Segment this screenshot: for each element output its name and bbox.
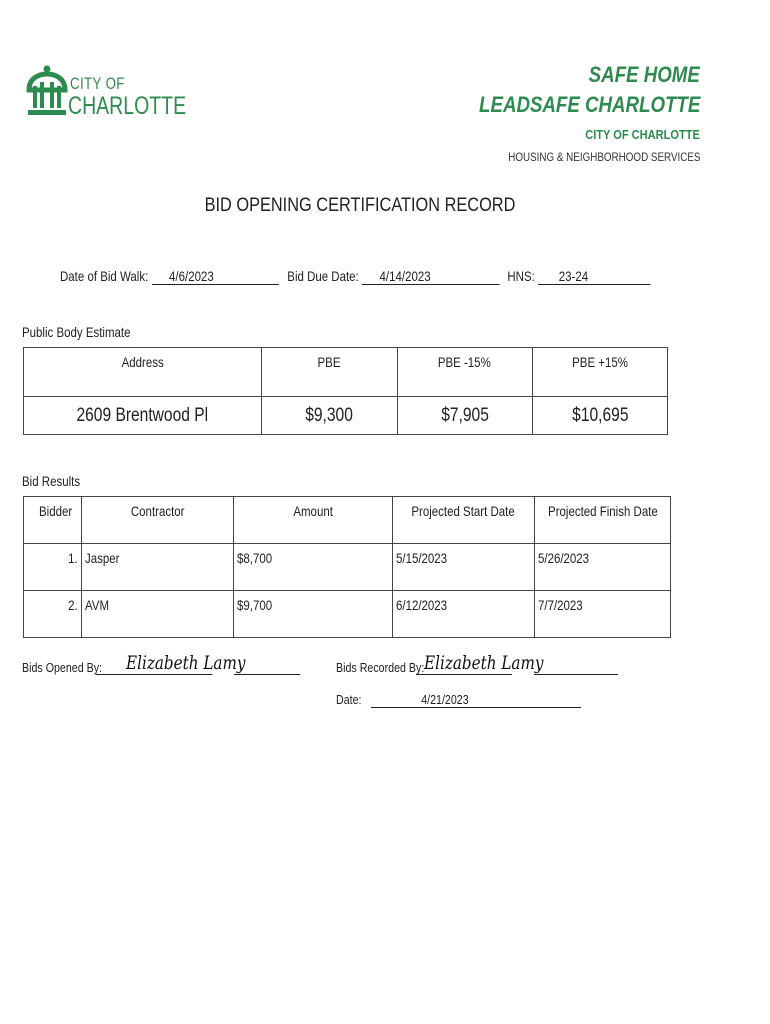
bids-recorded-label: Bids Recorded By: <box>336 660 425 675</box>
bids-header-row <box>24 497 671 544</box>
crown-icon <box>25 64 69 122</box>
bid-start-date: 5/15/2023 <box>392 544 534 591</box>
bid-start-date: 6/12/2023 <box>392 591 534 638</box>
pbe-address: 2609 Brentwood Pl <box>24 397 262 435</box>
bids-header-bidder: Bidder <box>24 497 82 544</box>
bid-contractor: AVM <box>82 591 234 638</box>
bids-header-contractor: Contractor <box>82 497 234 544</box>
logo-city-of: CITY OF <box>70 74 125 93</box>
bid-finish-date: 5/26/2023 <box>535 544 671 591</box>
pbe-header-address: Address <box>24 348 262 397</box>
bids-opened-signature <box>22 652 300 675</box>
date-label: Date: <box>336 692 362 707</box>
signature-date-line <box>336 692 581 707</box>
pbe-header-minus: PBE -15% <box>397 348 532 397</box>
bids-opened-label: Bids Opened By: <box>22 660 103 675</box>
program-subtitle: LEADSAFE CHARLOTTE <box>478 92 700 117</box>
due-date-label: Bid Due Date: <box>287 268 359 284</box>
bid-walk-value: 4/6/2023 <box>151 268 279 285</box>
bids-opened-signature-name: Elizabeth Lamy <box>126 652 246 674</box>
bids-table <box>23 496 671 638</box>
document-title: BID OPENING CERTIFICATION RECORD <box>204 195 516 216</box>
pbe-header-plus: PBE +15% <box>532 348 667 397</box>
hns-value: 23-24 <box>538 268 650 285</box>
city-logo <box>25 62 187 122</box>
bids-header-start: Projected Start Date <box>392 497 534 544</box>
bids-header-amount: Amount <box>234 497 393 544</box>
city-name: CITY OF CHARLOTTE <box>585 127 700 142</box>
pbe-minus-value: $7,905 <box>397 397 532 435</box>
bids-recorded-signature <box>336 652 618 675</box>
bid-contractor: Jasper <box>82 544 234 591</box>
pbe-section-label: Public Body Estimate <box>22 324 131 340</box>
pbe-header-pbe: PBE <box>262 348 397 397</box>
bid-number: 1. <box>24 544 82 591</box>
table-row <box>24 591 671 638</box>
table-row <box>24 544 671 591</box>
bids-section-label: Bid Results <box>22 473 81 489</box>
date-value: 4/21/2023 <box>371 692 581 708</box>
bid-finish-date: 7/7/2023 <box>535 591 671 638</box>
due-date-value: 4/14/2023 <box>362 268 499 285</box>
bid-amount: $9,700 <box>234 591 393 638</box>
pbe-data-row <box>24 397 668 435</box>
bid-amount: $8,700 <box>234 544 393 591</box>
pbe-plus-value: $10,695 <box>532 397 667 435</box>
bids-recorded-signature-name: Elizabeth Lamy <box>424 652 544 674</box>
bids-header-finish: Projected Finish Date <box>535 497 671 544</box>
pbe-table <box>23 347 668 435</box>
program-title: SAFE HOME <box>588 62 700 87</box>
department-name: HOUSING & NEIGHBORHOOD SERVICES <box>507 150 700 164</box>
logo-charlotte: CHARLOTTE <box>68 92 187 120</box>
bid-walk-label: Date of Bid Walk: <box>60 268 149 284</box>
bid-info-line <box>60 268 650 284</box>
bid-number: 2. <box>24 591 82 638</box>
pbe-value: $9,300 <box>262 397 397 435</box>
pbe-header-row <box>24 348 668 397</box>
hns-label: HNS: <box>507 268 535 284</box>
